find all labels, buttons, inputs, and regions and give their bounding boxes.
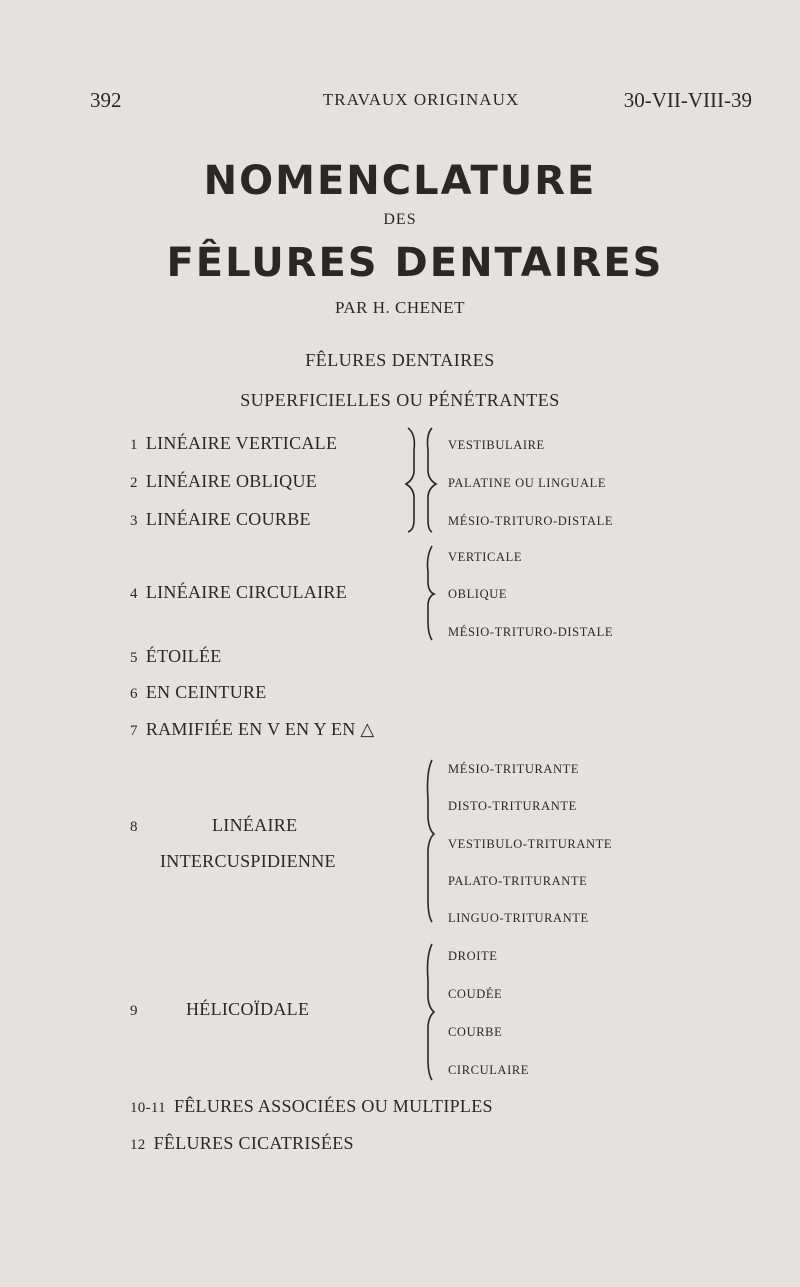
sub-vestibulaire: VESTIBULAIRE bbox=[448, 438, 545, 452]
title-line-2: FÊLURES DENTAIRES bbox=[166, 240, 664, 286]
brace-right-1-3 bbox=[428, 428, 437, 532]
item-number: 5 bbox=[130, 650, 138, 666]
sub-courbe: COURBE bbox=[448, 1025, 503, 1039]
sub-coudee: COUDÉE bbox=[448, 987, 503, 1001]
sub-circulaire: CIRCULAIRE bbox=[448, 1063, 529, 1077]
item-number: 4 bbox=[130, 586, 138, 602]
item-number: 10-11 bbox=[130, 1100, 166, 1116]
sub-palatine-ou-linguale: PALATINE OU LINGUALE bbox=[448, 476, 607, 490]
sub-oblique: OBLIQUE bbox=[448, 587, 508, 601]
title-des: DES bbox=[383, 211, 417, 228]
sub-verticale: VERTICALE bbox=[448, 550, 523, 564]
item-label: RAMIFIÉE EN V EN Y EN △ bbox=[145, 719, 375, 739]
brace-4 bbox=[428, 546, 435, 640]
item-label: LINÉAIRE OBLIQUE bbox=[145, 471, 318, 491]
item-number: 7 bbox=[130, 723, 138, 739]
item-8-label: LINÉAIRE bbox=[212, 815, 298, 835]
item-number: 12 bbox=[130, 1137, 146, 1153]
item-number: 1 bbox=[130, 437, 138, 453]
section-subheading: SUPERFICIELLES OU PÉNÉTRANTES bbox=[240, 390, 560, 410]
title-line-1: NOMENCLATURE bbox=[203, 158, 597, 204]
item-label: FÊLURES CICATRISÉES bbox=[153, 1133, 354, 1153]
item-number: 6 bbox=[130, 686, 138, 702]
item-label: FÊLURES ASSOCIÉES OU MULTIPLES bbox=[173, 1096, 493, 1116]
item-label: EN CEINTURE bbox=[145, 682, 267, 702]
brace-8 bbox=[428, 760, 435, 922]
sub-mesio-triturante: MÉSIO-TRITURANTE bbox=[448, 762, 580, 776]
issue-date: 30-VII-VIII-39 bbox=[623, 88, 752, 112]
item-8-label-2: INTERCUSPIDIENNE bbox=[160, 851, 336, 871]
sub-vestibulo-triturante: VESTIBULO-TRITURANTE bbox=[448, 837, 613, 851]
item-label: LINÉAIRE VERTICALE bbox=[145, 433, 338, 453]
sub-mesio-trituro-distale: MÉSIO-TRITURO-DISTALE bbox=[448, 514, 614, 528]
item-9-label: HÉLICOÏDALE bbox=[186, 999, 310, 1019]
sub-mesio-trituro-distale-2: MÉSIO-TRITURO-DISTALE bbox=[448, 625, 614, 639]
sub-disto-triturante: DISTO-TRITURANTE bbox=[448, 799, 577, 813]
item-label: ÉTOILÉE bbox=[145, 646, 222, 666]
item-number: 3 bbox=[130, 513, 138, 529]
page-number: 392 bbox=[90, 88, 122, 112]
sub-linguo-triturante: LINGUO-TRITURANTE bbox=[448, 911, 589, 925]
item-label: LINÉAIRE COURBE bbox=[145, 509, 311, 529]
item-number: 9 bbox=[130, 1003, 138, 1019]
section-heading: FÊLURES DENTAIRES bbox=[305, 350, 495, 370]
running-title: TRAVAUX ORIGINAUX bbox=[322, 90, 520, 109]
item-number: 8 bbox=[130, 819, 138, 835]
author-line: PAR H. CHENET bbox=[334, 298, 466, 317]
brace-left-1-3 bbox=[406, 428, 414, 532]
brace-9 bbox=[428, 944, 435, 1080]
item-label: LINÉAIRE CIRCULAIRE bbox=[145, 582, 347, 602]
sub-droite: DROITE bbox=[448, 949, 498, 963]
sub-palato-triturante: PALATO-TRITURANTE bbox=[448, 874, 588, 888]
item-number: 2 bbox=[130, 475, 138, 491]
